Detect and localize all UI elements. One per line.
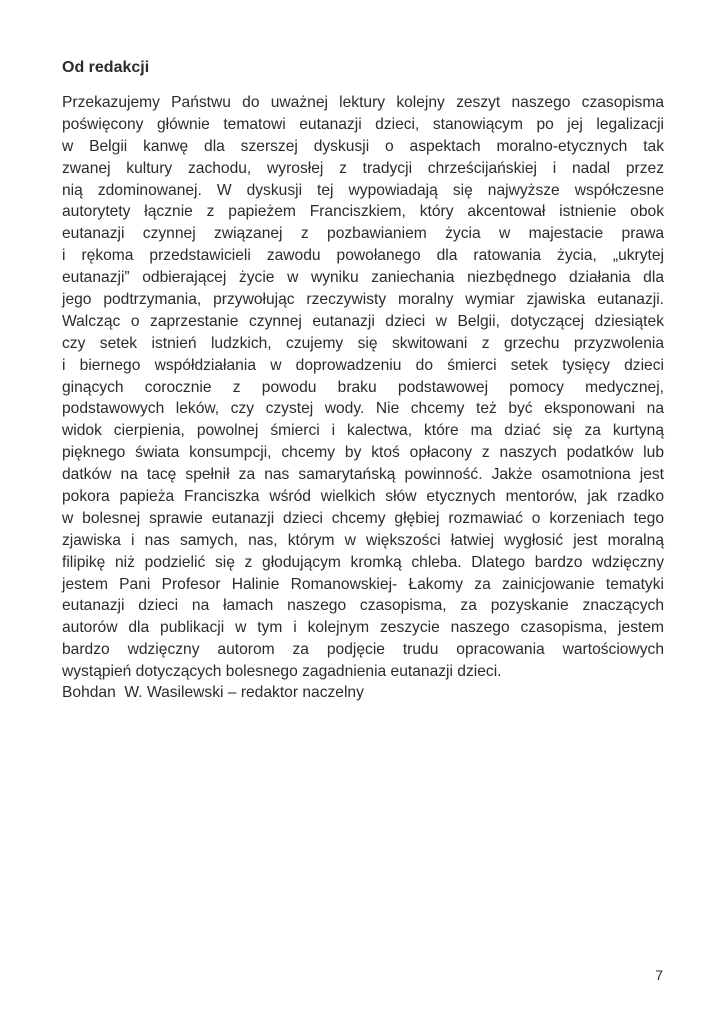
paragraph-line: jestem Pani Profesor Halinie Romanowskiej- Łakomy za zainicjowanie tematyki <box>62 575 664 593</box>
paragraph-line: datków na tacę spełnił za nas samarytańską powinność. Jakże osamotniona jest <box>62 466 664 484</box>
paragraph-line: czy setek istnień ludzkich, czujemy się skwitowani z grzechu przyzwolenia <box>62 334 664 352</box>
paragraph-line: eutanazji czynnej związanej z pozbawianiem życia w majestacie prawa <box>62 225 664 243</box>
paragraph-line: eutanazji” odbierającej życie w wyniku zaniechania niezbędnego działania dla <box>62 269 664 287</box>
paragraph-line: w Belgii kanwę dla szerszej dyskusji o aspektach moralno-etycznych tak <box>62 137 664 155</box>
page-number: 7 <box>655 967 663 983</box>
paragraph-line: jego podtrzymania, przywołując rzeczywisty moralny wymiar zjawiska eutanazji. <box>62 291 664 309</box>
paragraph-line: widok cierpienia, powolnej śmierci i kalectwa, które ma dziać się za kurtyną <box>62 422 664 440</box>
paragraph-line: eutanazji dzieci na łamach naszego czasopisma, za pozyskanie znaczących <box>62 597 664 615</box>
paragraph-line: i rękoma przedstawicieli zawodu powołanego dla ratowania życia, „ukrytej <box>62 247 664 265</box>
paragraph-line: nią zdominowanej. W dyskusji tej wypowiadają się najwyższe współczesne <box>62 181 664 199</box>
paragraph-line: w bolesnej sprawie eutanazji dzieci chcemy głębiej rozmawiać o korzeniach tego <box>62 509 664 527</box>
paragraph-line: zwanej kultury zachodu, wyrosłej z tradycji chrześcijańskiej i nadal przez <box>62 159 664 177</box>
paragraph-line: pięknego świata konsumpcji, chcemy by ktoś opłacony z naszych podatków lub <box>62 444 664 462</box>
page-title: Od redakcji <box>62 59 150 76</box>
paragraph-line: Walcząc o zaprzestanie czynnej eutanazji dzieci w Belgii, dotyczącej dziesiątek <box>62 312 664 330</box>
paragraph-line: autorów dla publikacji w tym i kolejnym zeszycie naszego czasopisma, jestem <box>62 619 664 637</box>
paragraph-line: i biernego współdziałania w doprowadzeniu do śmierci setek tysięcy dzieci <box>62 356 664 374</box>
paragraph-line: bardzo wdzięczny autorom za podjęcie trudu opracowania wartościowych <box>62 641 664 659</box>
paragraph-line: poświęcony głównie tematowi eutanazji dzieci, stanowiącym po jej legalizacji <box>62 115 664 133</box>
paragraph-line: pokora papieża Franciszka wśród wielkich słów etycznych mentorów, jak rzadko <box>62 488 664 506</box>
editorial-paragraph <box>62 92 664 683</box>
paragraph-line: ginących corocznie z powodu braku podstawowej pomocy medycznej, <box>62 378 664 396</box>
signature: Bohdan W. Wasilewski – redaktor naczelny <box>62 684 364 701</box>
paragraph-line: zjawiska i nas samych, nas, którym w większości łatwiej wygłosić jest moralną <box>62 531 664 549</box>
paragraph-line: autorytety łącznie z papieżem Franciszkiem, który akcentował istnienie obok <box>62 203 664 221</box>
paragraph-line: Przekazujemy Państwu do uważnej lektury kolejny zeszyt naszego czasopisma <box>62 94 664 111</box>
paragraph-line: filipikę niż podzielić się z głodującym kromką chleba. Dlatego bardzo wdzięczny <box>62 553 664 571</box>
paragraph-line: wystąpień dotyczących bolesnego zagadnienia eutanazji dzieci. <box>62 663 502 681</box>
paragraph-line: podstawowych leków, czy czystej wody. Nie chcemy też być eksponowani na <box>62 400 664 418</box>
